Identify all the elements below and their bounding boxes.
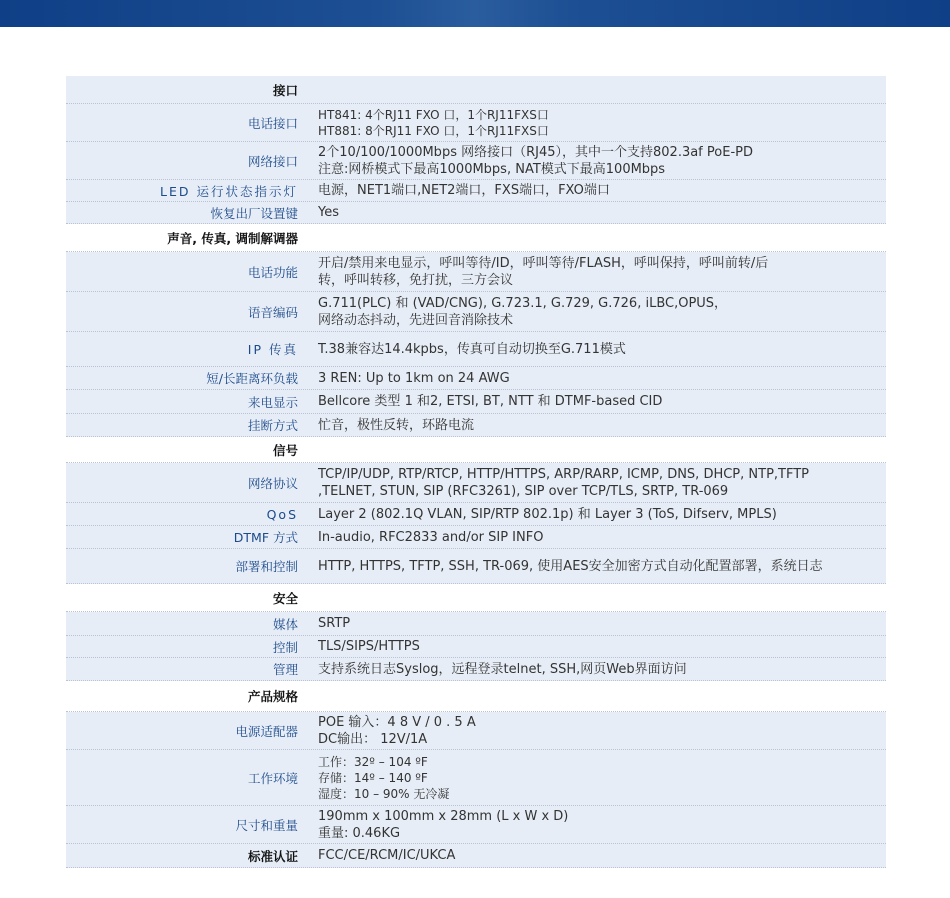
section-heading: 接口 bbox=[272, 82, 298, 98]
spec-label: 电源适配器 bbox=[235, 723, 298, 739]
spec-label: 电话接口 bbox=[247, 115, 298, 131]
spec-value-line: 重量: 0.46KG bbox=[318, 825, 401, 841]
spec-row bbox=[66, 806, 886, 844]
spec-row bbox=[66, 526, 886, 549]
spec-value-line: HT841: 4个RJ11 FXO 口，1个RJ11FXS口 bbox=[318, 107, 549, 122]
spec-label: 媒体 bbox=[272, 616, 298, 632]
spec-value-line: 3 REN: Up to 1km on 24 AWG bbox=[318, 370, 510, 386]
spec-value bbox=[318, 612, 886, 635]
section-heading: 声音, 传真, 调制解调器 bbox=[167, 230, 298, 246]
spec-row bbox=[66, 712, 886, 750]
spec-value-line: FCC/CE/RCM/IC/UKCA bbox=[318, 848, 456, 863]
spec-value-line: In-audio, RFC2833 and/or SIP INFO bbox=[318, 529, 544, 545]
spec-value bbox=[318, 806, 886, 843]
spec-value bbox=[318, 526, 886, 548]
spec-label: 挂断方式 bbox=[247, 418, 298, 433]
spec-value-line: Yes bbox=[318, 205, 339, 220]
spec-value-line: ,TELNET, STUN, SIP (RFC3261), SIP over TCP/TLS, SRTP, TR-069 bbox=[318, 483, 729, 499]
spec-value-line: 存储：14º – 140 ºF bbox=[318, 770, 428, 785]
spec-label: 网络协议 bbox=[247, 475, 298, 491]
spec-label: 控制 bbox=[272, 639, 298, 655]
spec-value bbox=[318, 750, 886, 805]
spec-row bbox=[66, 437, 886, 463]
spec-row bbox=[66, 750, 886, 806]
spec-value bbox=[318, 636, 886, 657]
spec-value bbox=[318, 142, 886, 179]
spec-value-line: TCP/IP/UDP, RTP/RTCP, HTTP/HTTPS, ARP/RARP, ICMP, DNS, DHCP, NTP,TFTP bbox=[318, 466, 810, 482]
spec-value bbox=[318, 292, 886, 331]
spec-label: LED 运行状态指示灯 bbox=[160, 183, 298, 199]
spec-value bbox=[318, 180, 886, 201]
spec-value-line: T.38兼容达14.4kpbs，传真可自动切换至G.711模式 bbox=[318, 341, 626, 357]
spec-value bbox=[318, 390, 886, 413]
spec-value bbox=[318, 332, 886, 366]
spec-row bbox=[66, 202, 886, 224]
section-heading: 安全 bbox=[272, 590, 298, 606]
spec-row bbox=[66, 636, 886, 658]
spec-row bbox=[66, 503, 886, 526]
spec-value-line: 190mm x 100mm x 28mm (L x W x D) bbox=[318, 808, 569, 824]
spec-row bbox=[66, 658, 886, 681]
spec-row bbox=[66, 224, 886, 252]
spec-value-line: Layer 2 (802.1Q VLAN, SIP/RTP 802.1p) 和 Layer 3 (ToS, Difserv, MPLS) bbox=[318, 506, 777, 522]
spec-value-line: 转，呼叫转移，免打扰，三方会议 bbox=[318, 272, 514, 288]
spec-row bbox=[66, 844, 886, 868]
spec-value bbox=[318, 252, 886, 291]
header-banner bbox=[0, 0, 950, 27]
spec-label: IP 传真 bbox=[247, 342, 298, 357]
spec-value bbox=[318, 104, 886, 141]
spec-row bbox=[66, 180, 886, 202]
spec-value bbox=[318, 503, 886, 525]
section-heading: 产品规格 bbox=[247, 689, 298, 704]
spec-value-line: HT881: 8个RJ11 FXO 口，1个RJ11FXS口 bbox=[318, 123, 549, 138]
spec-label: 尺寸和重量 bbox=[235, 817, 298, 833]
spec-value-line: 工作：32º – 104 ºF bbox=[318, 754, 428, 769]
spec-value bbox=[318, 844, 886, 867]
spec-value-line: 开启/禁用来电显示，呼叫等待/ID，呼叫等待/FLASH，呼叫保持，呼叫前转/后 bbox=[318, 255, 769, 271]
spec-label: 部署和控制 bbox=[235, 559, 298, 574]
spec-value-line: 注意:网桥模式下最高1000Mbps, NAT模式下最高100Mbps bbox=[318, 161, 666, 177]
spec-label: 管理 bbox=[272, 662, 298, 677]
spec-value bbox=[318, 202, 886, 223]
spec-value bbox=[318, 414, 886, 436]
spec-value-line: DC输出： 12V/1A bbox=[318, 731, 428, 747]
spec-value bbox=[318, 712, 886, 749]
spec-row bbox=[66, 367, 886, 390]
section-heading: 信号 bbox=[272, 442, 298, 458]
spec-row bbox=[66, 549, 886, 584]
spec-value-line: 湿度：10 – 90% 无冷凝 bbox=[318, 786, 450, 801]
spec-value-line: SRTP bbox=[318, 616, 351, 631]
spec-label: 语音编码 bbox=[247, 304, 298, 320]
spec-value-line: POE 输入：4 8 V / 0 . 5 A bbox=[318, 714, 476, 730]
spec-label: DTMF 方式 bbox=[233, 530, 298, 545]
spec-row bbox=[66, 681, 886, 712]
section-heading: 标准认证 bbox=[247, 848, 298, 864]
spec-row bbox=[66, 76, 886, 104]
spec-value-line: 忙音，极性反转，环路电流 bbox=[318, 417, 475, 433]
spec-value-line: G.711(PLC) 和 (VAD/CNG), G.723.1, G.729, G.726, iLBC,OPUS， bbox=[318, 295, 728, 311]
spec-row bbox=[66, 104, 886, 142]
spec-label: 来电显示 bbox=[247, 394, 298, 410]
spec-label: 网络接口 bbox=[247, 153, 298, 169]
spec-label: 恢复出厂设置键 bbox=[210, 205, 298, 221]
spec-row bbox=[66, 142, 886, 180]
spec-value-line: 电源，NET1端口,NET2端口，FXS端口，FXO端口 bbox=[318, 183, 610, 198]
spec-value-line: TLS/SIPS/HTTPS bbox=[318, 639, 420, 654]
spec-value bbox=[318, 549, 886, 583]
spec-value-line: 网络动态抖动，先进回音消除技术 bbox=[318, 312, 514, 328]
spec-value-line: 支持系统日志Syslog，远程登录telnet, SSH,网页Web界面访问 bbox=[318, 661, 687, 677]
spec-value bbox=[318, 367, 886, 389]
spec-row bbox=[66, 463, 886, 503]
spec-label: 电话功能 bbox=[247, 264, 298, 280]
spec-value-line: Bellcore 类型 1 和2, ETSI, BT, NTT 和 DTMF-based CID bbox=[318, 394, 663, 409]
spec-row bbox=[66, 292, 886, 332]
spec-value-line: HTTP, HTTPS, TFTP, SSH, TR-069, 使用AES安全加密方式自动化配置部署，系统日志 bbox=[318, 558, 823, 574]
spec-table bbox=[66, 76, 886, 868]
spec-label: 短/长距离环负载 bbox=[206, 371, 298, 386]
spec-value bbox=[318, 463, 886, 502]
spec-row bbox=[66, 584, 886, 612]
spec-row bbox=[66, 390, 886, 414]
spec-value bbox=[318, 658, 886, 680]
spec-label: 工作环境 bbox=[247, 770, 298, 786]
spec-row bbox=[66, 612, 886, 636]
spec-row bbox=[66, 414, 886, 437]
spec-row bbox=[66, 332, 886, 367]
spec-value-line: 2个10/100/1000Mbps 网络接口（RJ45），其中一个支持802.3af PoE-PD bbox=[318, 144, 753, 160]
spec-label: QoS bbox=[266, 506, 298, 522]
spec-row bbox=[66, 252, 886, 292]
